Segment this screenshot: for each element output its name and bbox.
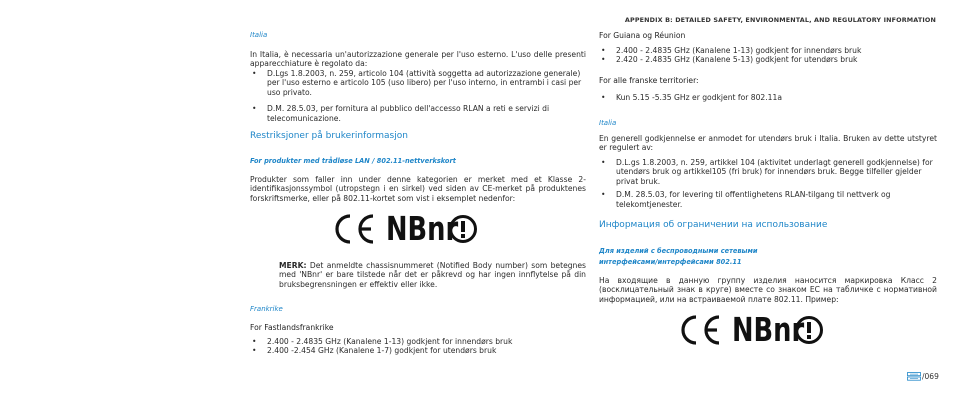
page-number-separator: /	[922, 372, 925, 381]
nbnr-text: NBnr	[732, 310, 805, 349]
guiana-list	[599, 46, 937, 65]
mainland-list	[250, 337, 586, 356]
italia-paragraph: In Italia, è necessaria un'autorizzazione generale per l'uso esterno. L'uso delle presenti apparecchiature è regolato da:	[250, 50, 586, 69]
russian-subheading	[599, 246, 758, 268]
ce-mark-icon	[332, 212, 382, 246]
italia-heading: Italia	[599, 119, 617, 127]
frankrike-heading: Frankrike	[250, 305, 283, 313]
regulatory-mark	[332, 209, 478, 248]
list-item: • 2.400 - 2.4835 GHz (Kanalene 1-13) godkjent for innendørs bruk	[250, 337, 586, 346]
list-item: • 2.400 - 2.4835 GHz (Kanalene 1-13) godkjent for innendørs bruk	[599, 46, 937, 55]
note-label: MERK:	[279, 261, 307, 270]
nbnr-text: NBnr	[386, 209, 459, 248]
note-paragraph	[279, 261, 586, 289]
restriction-heading: Restriksjoner på brukerinformasjon	[250, 131, 408, 141]
brand-logo-icon	[907, 372, 921, 381]
list-item: • 2.400 -2.454 GHz (Kanalene 1-7) godkjent for utendørs bruk	[250, 346, 586, 355]
list-item: • D.M. 28.5.03, per fornitura al pubblico dell'accesso RLAN a reti e servizi di telecomunicazione.	[250, 104, 586, 123]
list-item: • D.L.gs 1.8.2003, n. 259, artikkel 104 (aktivitet underlagt generell godkjennelse) for utendørs bruk og artikkel105 (fri bruk) for innendørs bruk. Begge tilfeller gjelder privat bruk.	[599, 158, 937, 186]
russian-heading: Информация об ограничении на использование	[599, 220, 828, 230]
running-head: APPENDIX B: DETAILED SAFETY, ENVIRONMENTAL, AND REGULATORY INFORMATION	[624, 16, 936, 24]
list-item: • 2.420 - 2.4835 GHz (Kanalene 5-13) godkjent for utendørs bruk	[599, 55, 937, 64]
russian-subheading-line: Для изделий с беспроводными сетевыми	[599, 247, 758, 255]
all-territories-list	[599, 93, 937, 102]
list-item: • D.M. 28.5.03, for levering til offentlighetens RLAN-tilgang til nettverk og telekomtjenester.	[599, 190, 937, 209]
regulatory-mark	[678, 310, 824, 349]
russian-paragraph: На входящие в данную группу изделия наносится маркировка Класс 2 (восклицательный знак в круге) вместе со знаком ЕС на табличке с нормативной информацией, или на встраиваемой плате 802.11. Пример:	[599, 276, 937, 304]
italia-list	[250, 69, 586, 123]
guiana-label: For Guiana og Réunion	[599, 31, 686, 40]
note-text: Det anmeldte chassisnummeret (Notified Body number) som betegnes med 'NBnr' er bare tilstede når det er påkrevd og har ingen innflytelse på din bruksbegrensningen er effektiv eller ikke.	[279, 261, 586, 289]
russian-subheading-line: интерфейсами/интерфейсами 802.11	[599, 258, 742, 266]
page-number-value: 069	[924, 372, 939, 381]
all-territories-label: For alle franske territorier:	[599, 76, 699, 85]
wireless-subheading: For produkter med trådløse LAN / 802.11-nettverkskort	[250, 157, 456, 165]
italia-paragraph: En generell godkjennelse er anmodet for utendørs bruk i Italia. Bruken av dette utstyret er regulert av:	[599, 134, 937, 153]
italia-heading: Italia	[250, 31, 268, 39]
list-item: • D.Lgs 1.8.2003, n. 259, articolo 104 (attività soggetta ad autorizzazione generale) per l'uso esterno e articolo 105 (uso libero) per l'uso interno, in entrambi i casi per uso privato.	[250, 69, 586, 97]
list-item: • Kun 5.15 -5.35 GHz er godkjent for 802.11a	[599, 93, 937, 102]
ce-mark-icon	[678, 313, 728, 347]
mainland-label: For Fastlandsfrankrike	[250, 323, 334, 332]
wireless-paragraph: Produkter som faller inn under denne kategorien er merket med et Klasse 2-identifikasjonssymbol (utropstegn i en sirkel) ved siden av CE-merket på produktenes forskriftsmerke, eller på 802.11-kortet som vist i eksemplet nedenfor:	[250, 175, 586, 203]
italia-list	[599, 158, 937, 209]
page-number	[907, 372, 939, 381]
